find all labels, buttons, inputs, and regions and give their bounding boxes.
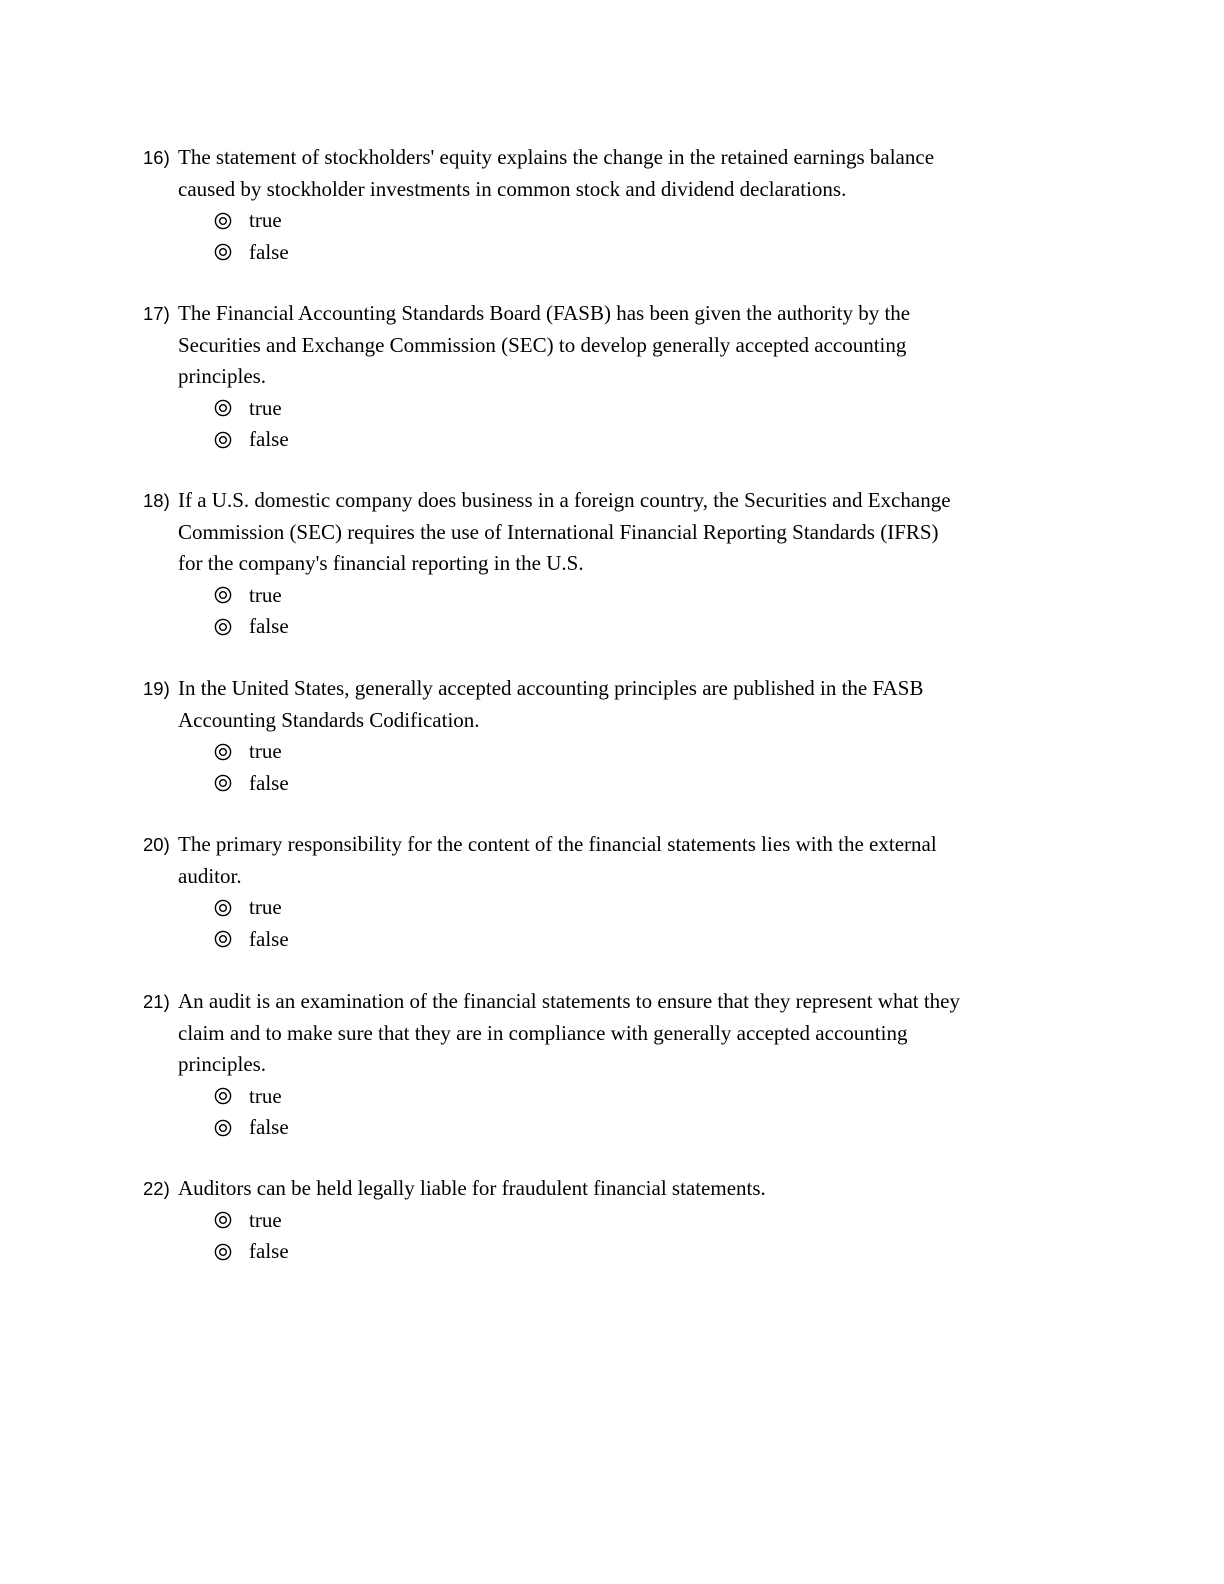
radio-button-icon[interactable] — [214, 899, 232, 917]
option-true[interactable] — [214, 736, 282, 768]
radio-button-icon[interactable] — [214, 431, 232, 449]
question-text-line: claim and to make sure that they are in compliance with generally accepted accounting — [178, 1020, 908, 1045]
option-label: true — [249, 739, 282, 763]
option-label: false — [249, 770, 289, 795]
question-text — [178, 829, 1078, 892]
question-text-line: In the United States, generally accepted accounting principles are published in the FASB — [178, 676, 924, 700]
question-text-line: principles. — [178, 1052, 267, 1076]
option-false[interactable] — [214, 768, 289, 800]
question-text-line: The Financial Accounting Standards Board (FASB) has been given the authority by the — [178, 301, 911, 325]
option-false[interactable] — [214, 924, 289, 956]
radio-button-icon[interactable] — [214, 930, 232, 948]
question-text-line: caused by stockholder investments in common stock and dividend declarations. — [178, 176, 847, 201]
radio-button-icon[interactable] — [214, 586, 232, 604]
question-text — [178, 986, 1078, 1081]
option-label: false — [249, 1115, 289, 1139]
question-text — [178, 485, 1078, 580]
question-text — [178, 1173, 1078, 1205]
option-label: false — [249, 1239, 289, 1263]
question-number: 22) — [143, 1178, 170, 1199]
radio-button-icon[interactable] — [214, 212, 232, 230]
question-text-line: An audit is an examination of the financial statements to ensure that they represent what they — [178, 989, 961, 1013]
option-false[interactable] — [214, 237, 289, 269]
question-text-line: Securities and Exchange Commission (SEC) to develop generally accepted accounting — [178, 332, 907, 357]
question-number: 18) — [143, 490, 170, 511]
question-text-line: principles. — [178, 364, 267, 388]
option-false[interactable] — [214, 1112, 289, 1144]
question-text-line: If a U.S. domestic company does business in a foreign country, the Securities and Exchange — [178, 488, 951, 512]
radio-button-icon[interactable] — [214, 1119, 232, 1137]
radio-button-icon[interactable] — [214, 1211, 232, 1229]
option-label: true — [249, 895, 282, 919]
radio-button-icon[interactable] — [214, 618, 232, 636]
question-number: 16) — [143, 147, 170, 168]
question-text — [178, 673, 1078, 736]
question-text-line: auditor. — [178, 863, 242, 888]
option-false[interactable] — [214, 1236, 289, 1268]
option-label: false — [249, 614, 289, 638]
radio-button-icon[interactable] — [214, 243, 232, 261]
question-text — [178, 142, 1078, 205]
question-number: 21) — [143, 991, 170, 1012]
question-number: 19) — [143, 678, 170, 699]
question-text-line: Commission (SEC) requires the use of International Financial Reporting Standards (IFRS) — [178, 519, 939, 544]
question-number: 20) — [143, 834, 170, 855]
radio-button-icon[interactable] — [214, 743, 232, 761]
question-text-line: Accounting Standards Codification. — [178, 707, 480, 732]
option-label: true — [249, 582, 282, 607]
option-label: true — [249, 395, 282, 420]
radio-button-icon[interactable] — [214, 1087, 232, 1105]
option-false[interactable] — [214, 424, 289, 456]
option-label: false — [249, 239, 289, 264]
radio-button-icon[interactable] — [214, 399, 232, 417]
option-true[interactable] — [214, 205, 282, 237]
question-number: 17) — [143, 303, 170, 324]
question-text-line: for the company's financial reporting in the U.S. — [178, 551, 584, 575]
option-label: false — [249, 427, 289, 451]
option-label: true — [249, 208, 282, 232]
option-true[interactable] — [214, 1081, 282, 1113]
option-true[interactable] — [214, 393, 282, 425]
option-label: false — [249, 926, 289, 951]
question-text-line: The primary responsibility for the content of the financial statements lies with the external — [178, 832, 937, 856]
option-false[interactable] — [214, 611, 289, 643]
option-true[interactable] — [214, 580, 282, 612]
option-label: true — [249, 1083, 282, 1108]
question-text — [178, 298, 1078, 393]
option-label: true — [249, 1207, 282, 1232]
radio-button-icon[interactable] — [214, 774, 232, 792]
question-text-line: The statement of stockholders' equity explains the change in the retained earnings balance — [178, 145, 935, 169]
option-true[interactable] — [214, 1205, 282, 1237]
radio-button-icon[interactable] — [214, 1243, 232, 1261]
question-text-line: Auditors can be held legally liable for fraudulent financial statements. — [178, 1176, 766, 1200]
option-true[interactable] — [214, 892, 282, 924]
